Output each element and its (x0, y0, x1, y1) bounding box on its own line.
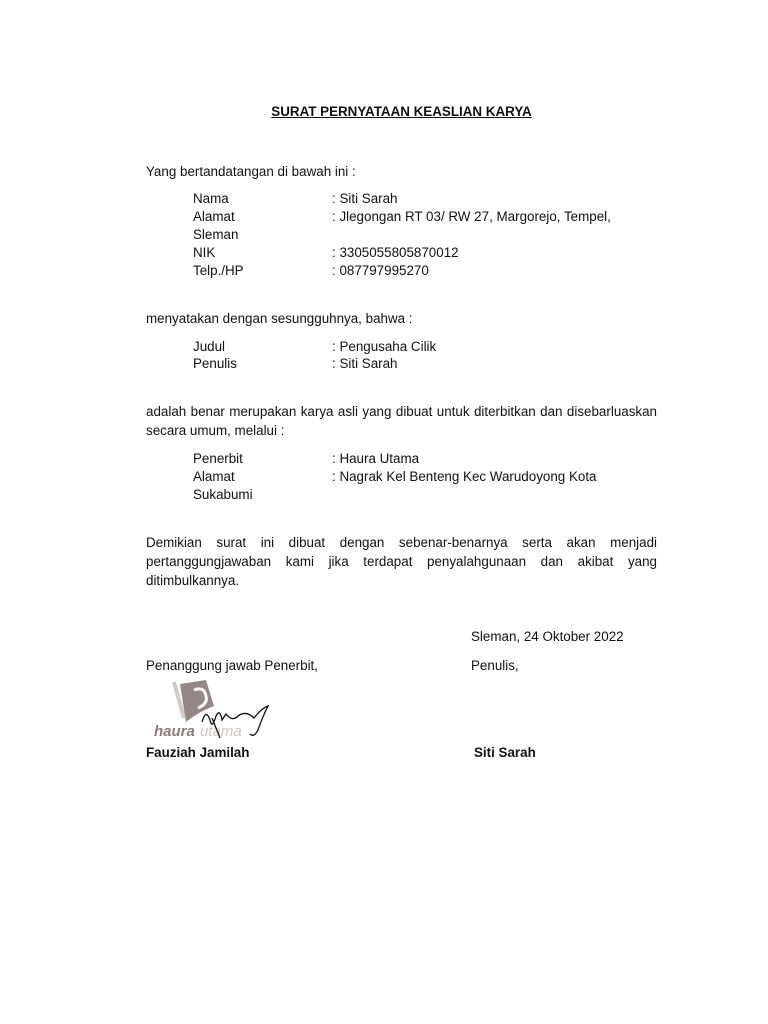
publisher-address-value: : Nagrak Kel Benteng Kec Warudoyong Kota (332, 469, 597, 484)
publisher-value: : Haura Utama (332, 451, 420, 466)
publisher-label: Penerbit (193, 451, 243, 466)
title-value: : Pengusaha Cilik (332, 339, 437, 354)
author-label: Penulis (193, 356, 237, 371)
nik-value: : 3305055805870012 (332, 245, 459, 260)
nik-label: NIK (193, 245, 216, 260)
haura-logo-text: haura (154, 723, 195, 740)
name-value: : Siti Sarah (332, 191, 398, 206)
statement-text: menyatakan dengan sesungguhnya, bahwa : (146, 311, 413, 326)
claim-text: adalah benar merupakan karya asli yang dibuat untuk diterbitkan dan disebarluaskan secara umum, melalui : (146, 404, 657, 438)
phone-value: : 087797995270 (332, 263, 429, 278)
publisher-role: Penanggung jawab Penerbit, (146, 658, 318, 673)
phone-label: Telp./HP (193, 263, 244, 278)
intro-text: Yang bertandatangan di bawah ini : (146, 164, 356, 179)
publisher-address-label: Alamat (193, 469, 235, 484)
publisher-signer-name: Fauziah Jamilah (146, 745, 250, 760)
address-value: : Jlegongan RT 03/ RW 27, Margorejo, Tempel, (332, 209, 611, 224)
letter-title: SURAT PERNYATAAN KEASLIAN KARYA (271, 104, 532, 119)
closing-text: Demikian surat ini dibuat dengan sebenar-benarnya serta akan menjadi pertanggungjawaban kami jika terdapat penyalahgunaan dan akibat yang ditimbulkannya. (146, 535, 657, 588)
author-role: Penulis, (471, 658, 519, 673)
publisher-address-wrap: Sukabumi (193, 487, 253, 502)
address-value-wrap: Sleman (193, 227, 239, 242)
publisher-logo-signature (150, 678, 280, 748)
author-value: : Siti Sarah (332, 356, 398, 371)
author-signer-name: Siti Sarah (474, 745, 536, 760)
name-label: Nama (193, 191, 229, 206)
address-label: Alamat (193, 209, 235, 224)
place-date: Sleman, 24 Oktober 2022 (471, 629, 624, 644)
utama-logo-text: utama (200, 723, 242, 740)
title-label: Judul (193, 339, 226, 354)
